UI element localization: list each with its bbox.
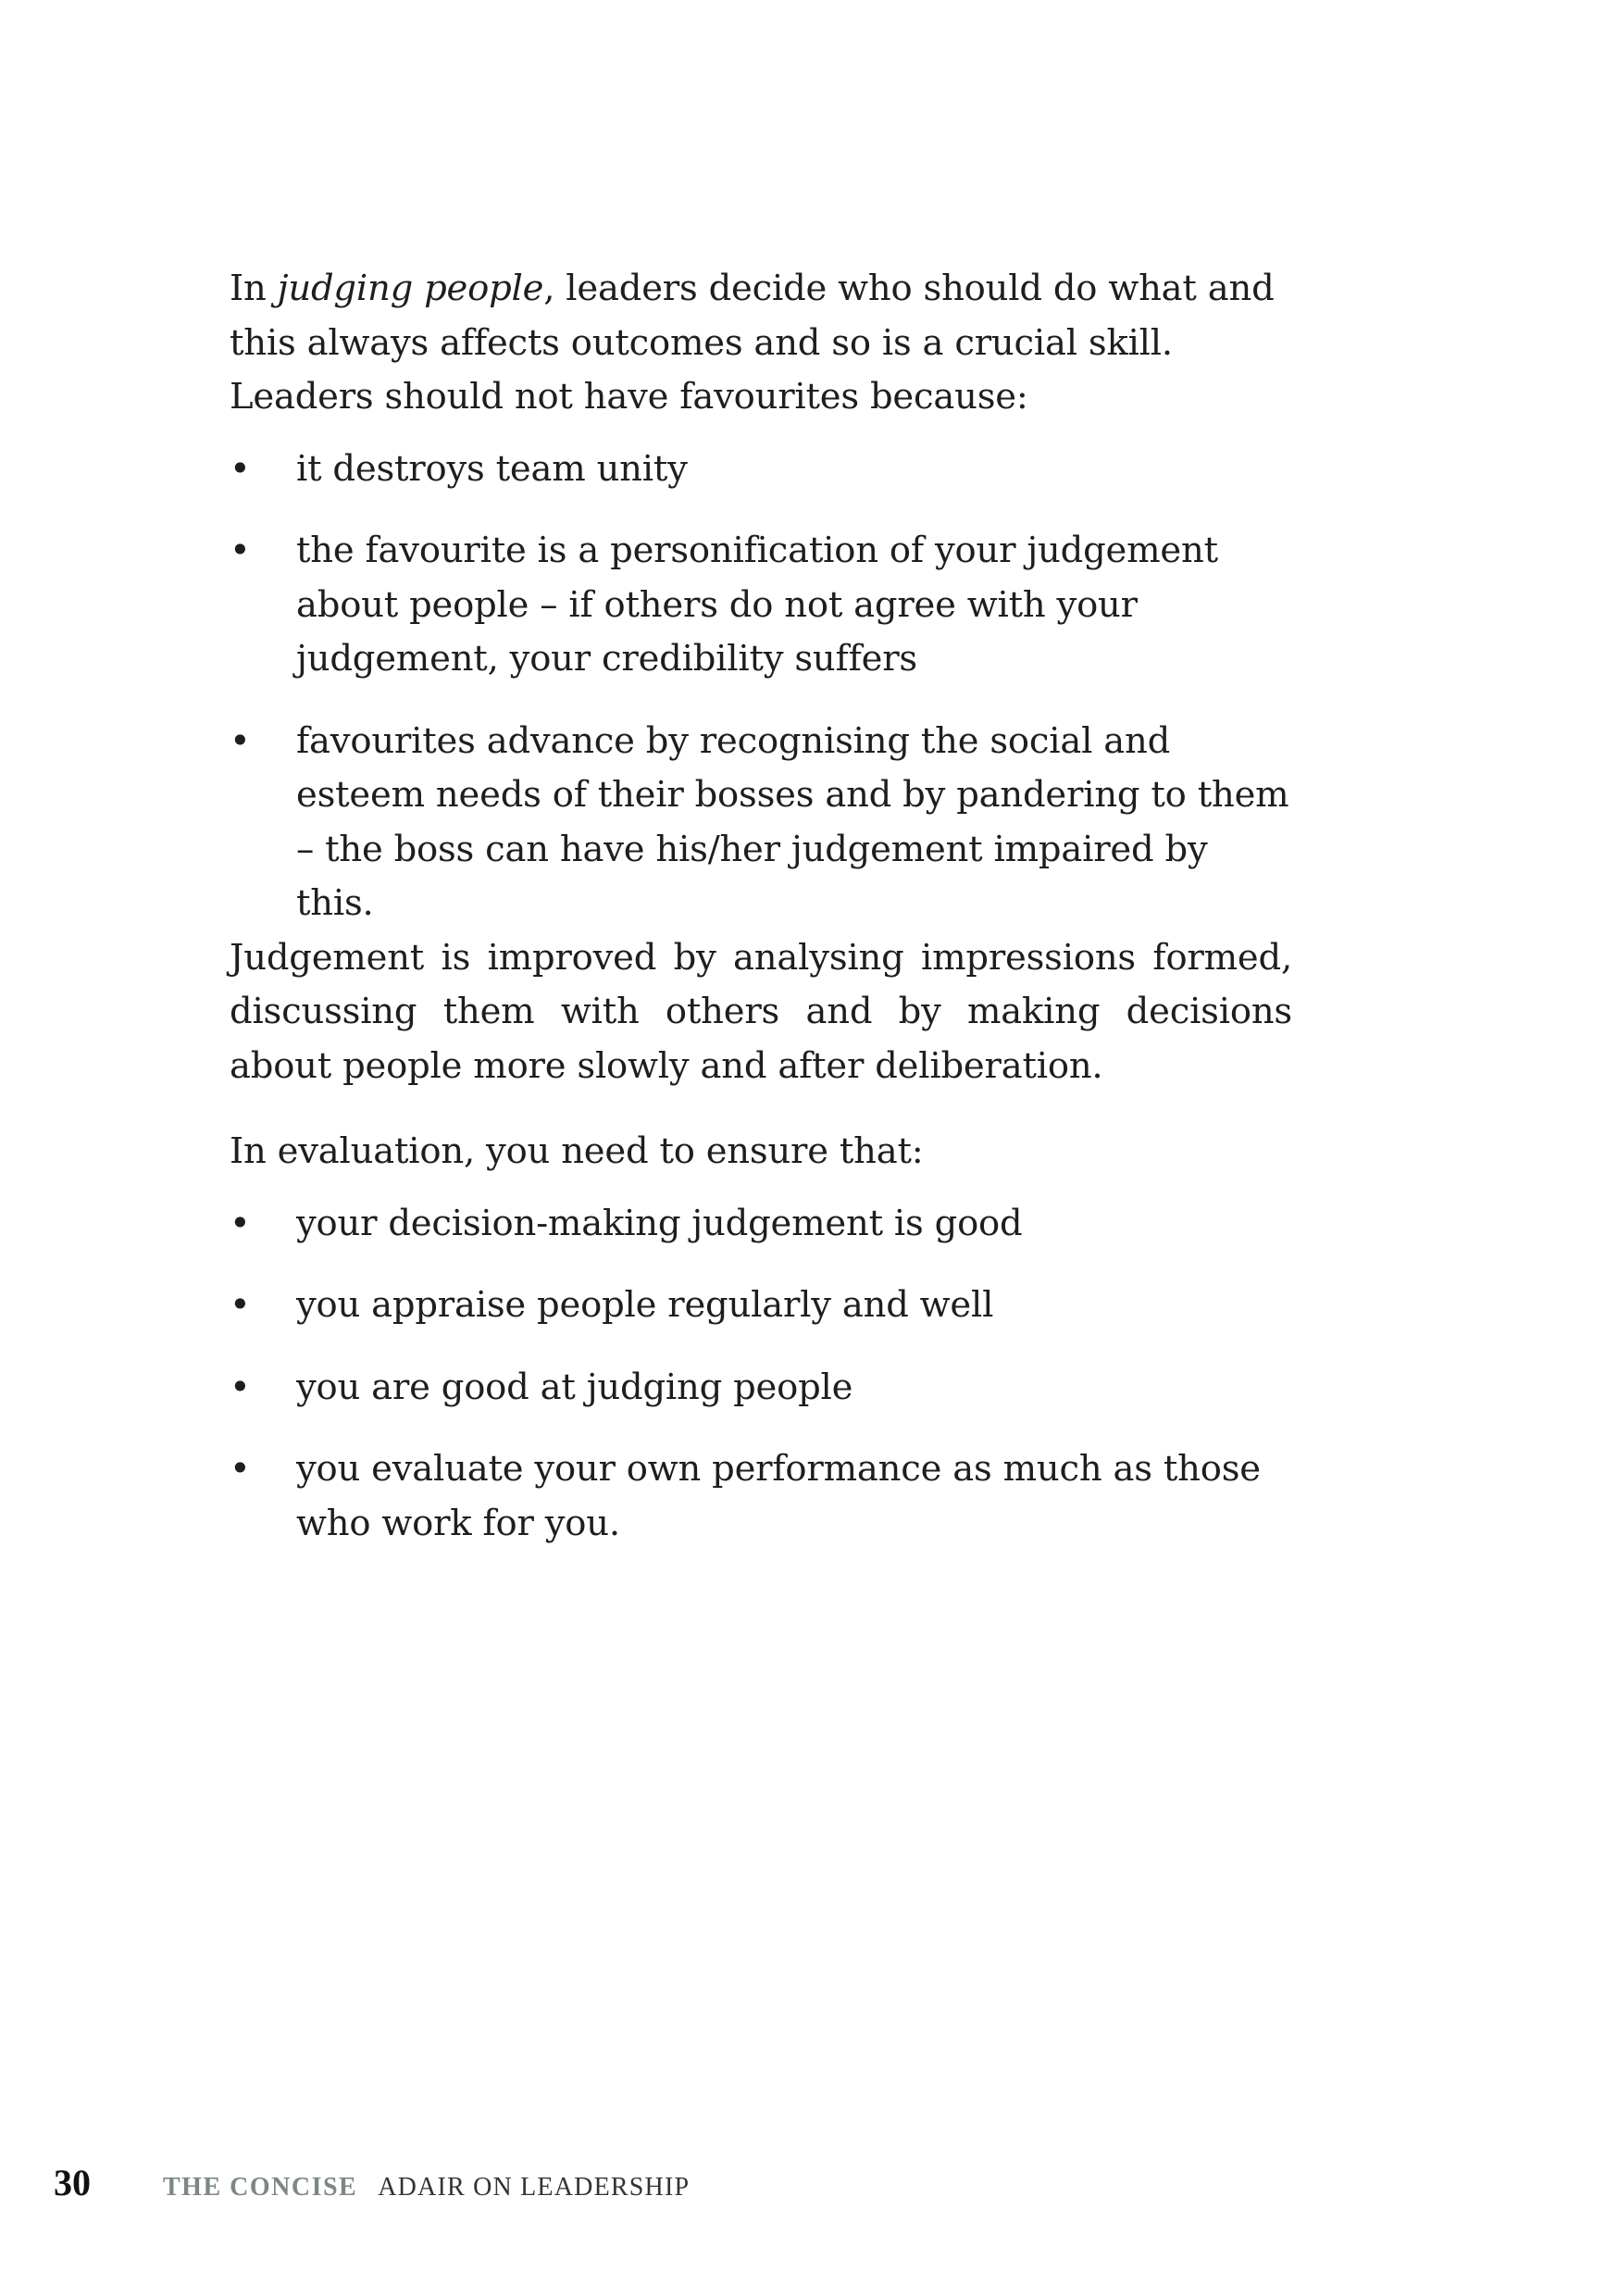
bullet-icon: • bbox=[230, 1366, 251, 1408]
list-item bbox=[230, 524, 1292, 687]
bullet-icon: • bbox=[230, 1284, 251, 1326]
judgement-paragraph: Judgement is improved by analysing impressions formed, discussing them with others and by making decisions about people more slowly and after deliberation. bbox=[230, 936, 1292, 1087]
bullet-icon: • bbox=[230, 719, 251, 762]
intro-rest: , leaders decide who should do what and this always affects outcomes and so is a crucial skill. Leaders should not have favourites because: bbox=[230, 268, 1275, 418]
list-item-text: favourites advance by recognising the social and esteem needs of their bosses and by pandering to them – the boss can have his/her judgement impaired by this. bbox=[296, 719, 1289, 924]
page-body bbox=[230, 262, 1292, 1551]
evaluation-intro: In evaluation, you need to ensure that: bbox=[230, 1130, 924, 1172]
evaluation-list bbox=[230, 1197, 1292, 1552]
list-item bbox=[230, 1279, 1292, 1333]
list-item-text: your decision-making judgement is good bbox=[296, 1202, 1023, 1244]
bullet-icon: • bbox=[230, 447, 251, 490]
list-item bbox=[230, 443, 1292, 497]
running-title-book: THE CONCISE bbox=[163, 2173, 358, 2202]
bullet-icon: • bbox=[230, 1202, 251, 1244]
list-item bbox=[230, 1361, 1292, 1416]
list-item bbox=[230, 1197, 1292, 1252]
bullet-icon: • bbox=[230, 530, 251, 571]
intro-emphasis: judging people bbox=[277, 268, 544, 309]
list-item-text: you are good at judging people bbox=[296, 1366, 853, 1408]
list-item-text: you appraise people regularly and well bbox=[296, 1284, 994, 1326]
list-item-text: the favourite is a personification of your judgement about people – if others do not agree with your judgement, your credibility suffers bbox=[296, 530, 1218, 680]
page-number: 30 bbox=[54, 2162, 91, 2203]
favourites-list bbox=[230, 443, 1292, 931]
running-title-series: ADAIR ON LEADERSHIP bbox=[378, 2173, 691, 2202]
list-item bbox=[230, 1442, 1292, 1551]
list-item bbox=[230, 715, 1292, 931]
list-item-text: you evaluate your own performance as much as those who work for you. bbox=[296, 1448, 1261, 1544]
intro-lead: In bbox=[230, 268, 278, 309]
list-item-text: it destroys team unity bbox=[296, 447, 688, 490]
intro-paragraph bbox=[230, 262, 1292, 425]
page-footer bbox=[54, 2161, 690, 2216]
bullet-icon: • bbox=[230, 1448, 251, 1490]
